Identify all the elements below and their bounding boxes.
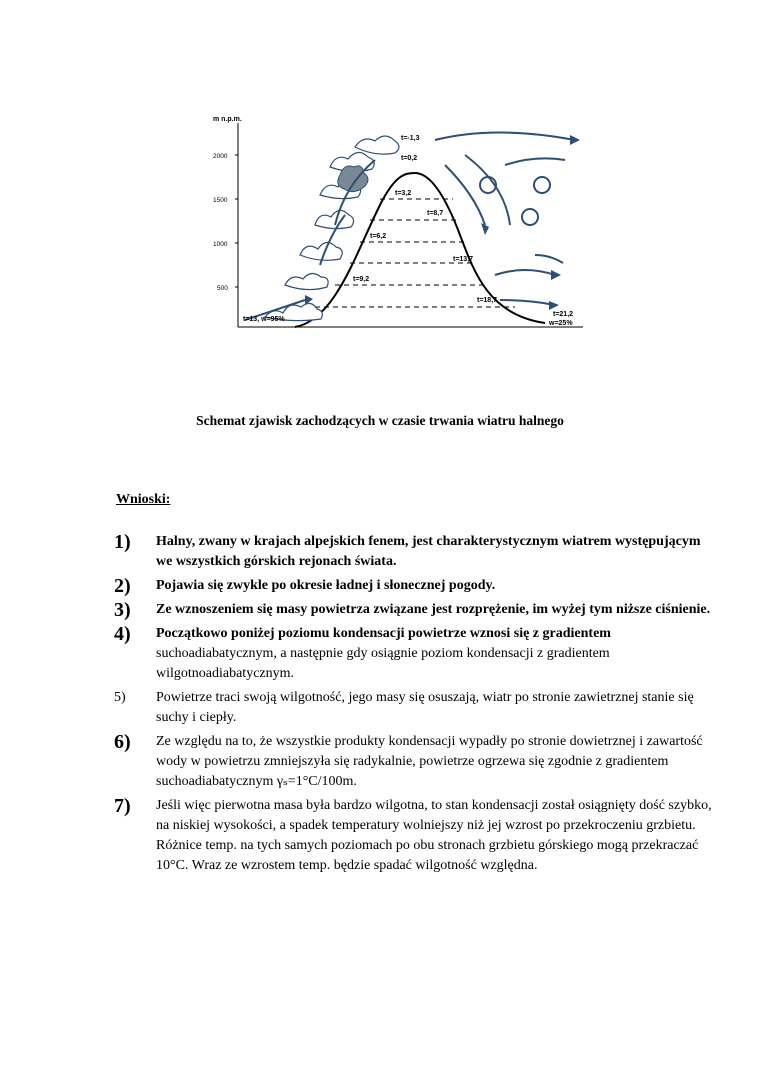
- axis-unit-label: m n.p.m.: [213, 116, 242, 123]
- list-item: [114, 532, 714, 572]
- temp-label: t=8,7: [427, 210, 444, 217]
- list-item: [114, 796, 714, 876]
- foehn-diagram: [205, 105, 585, 335]
- item-number: 4): [114, 623, 131, 645]
- y-tick-label: 500: [217, 285, 228, 292]
- y-tick-label: 1000: [213, 241, 228, 248]
- item-number: 3): [114, 599, 131, 621]
- list-item: [114, 600, 714, 620]
- list-item: [114, 688, 714, 728]
- item-text: Ze wznoszeniem się masy powietrza związane jest rozprężenie, im wyżej tym niższe ciśnienie.: [156, 602, 711, 617]
- temp-label: t=0,2: [401, 155, 418, 162]
- temp-label: t=13, w=95%: [243, 316, 285, 323]
- windward-clouds: [265, 136, 399, 321]
- temp-label: t=-1,3: [401, 135, 420, 142]
- conclusions-heading: Wnioski:: [116, 492, 171, 507]
- temp-label: t=9,2: [353, 276, 370, 283]
- item-text: [156, 624, 714, 684]
- temp-label: t=13,7: [453, 256, 474, 263]
- item-number: 7): [114, 795, 131, 817]
- item-text-normal: suchoadiabatycznym, a następnie gdy osiągnie poziom kondensacji z gradientem wilgotnoadiabatycznym.: [156, 646, 610, 681]
- temp-label: t=3,2: [395, 190, 412, 197]
- y-tick-label: 1500: [213, 197, 228, 204]
- y-tick-label: 2000: [213, 153, 228, 160]
- item-number: 1): [114, 531, 131, 553]
- item-number: 6): [114, 731, 131, 753]
- item-text-bold: Początkowo poniżej poziomu kondensacji powietrze wznosi się z gradientem: [156, 626, 611, 641]
- item-text: Jeśli więc pierwotna masa była bardzo wilgotna, to stan kondensacji został osiągnięty dość szybko, na niskiej wysokości, a spadek temperatury wolniejszy niż jej wzrost po przekroczeniu grzbietu. Różnice temp. na tych samych poziomach po obu stronach grzbietu górskiego mogą przekraczać 10°C. Wraz ze wzrostem temp. będzie spadać wilgotność względna.: [156, 798, 712, 873]
- item-number: 2): [114, 575, 131, 597]
- conclusions-list: [114, 532, 714, 880]
- item-text: Pojawia się zwykle po okresie ładnej i słonecznej pogody.: [156, 578, 496, 593]
- temp-label: t=21,2: [553, 311, 574, 318]
- temp-label: t=6,2: [370, 233, 387, 240]
- list-item: [114, 624, 714, 684]
- list-item: [114, 732, 714, 792]
- item-text: Halny, zwany w krajach alpejskich fenem, jest charakterystycznym wiatrem występującym we wszystkich górskich rejonach świata.: [156, 534, 701, 569]
- item-text: Powietrze traci swoją wilgotność, jego masy się osuszają, wiatr po stronie zawietrznej stanie się suchy i ciepły.: [156, 690, 694, 725]
- figure-caption: Schemat zjawisk zachodzących w czasie trwania wiatru halnego: [196, 413, 564, 428]
- item-text: Ze względu na to, że wszystkie produkty kondensacji wypadły po stronie dowietrznej i zawartość wody w powietrzu zmniejszyła się radykalnie, powietrze ogrzewa się zgodnie z gradientem suchoadiabatycznym γₛ=1°C/100m.: [156, 734, 703, 789]
- temp-label: t=18,7: [477, 297, 498, 304]
- item-number: 5): [114, 690, 126, 705]
- list-item: [114, 576, 714, 596]
- temp-label: w=25%: [549, 320, 573, 327]
